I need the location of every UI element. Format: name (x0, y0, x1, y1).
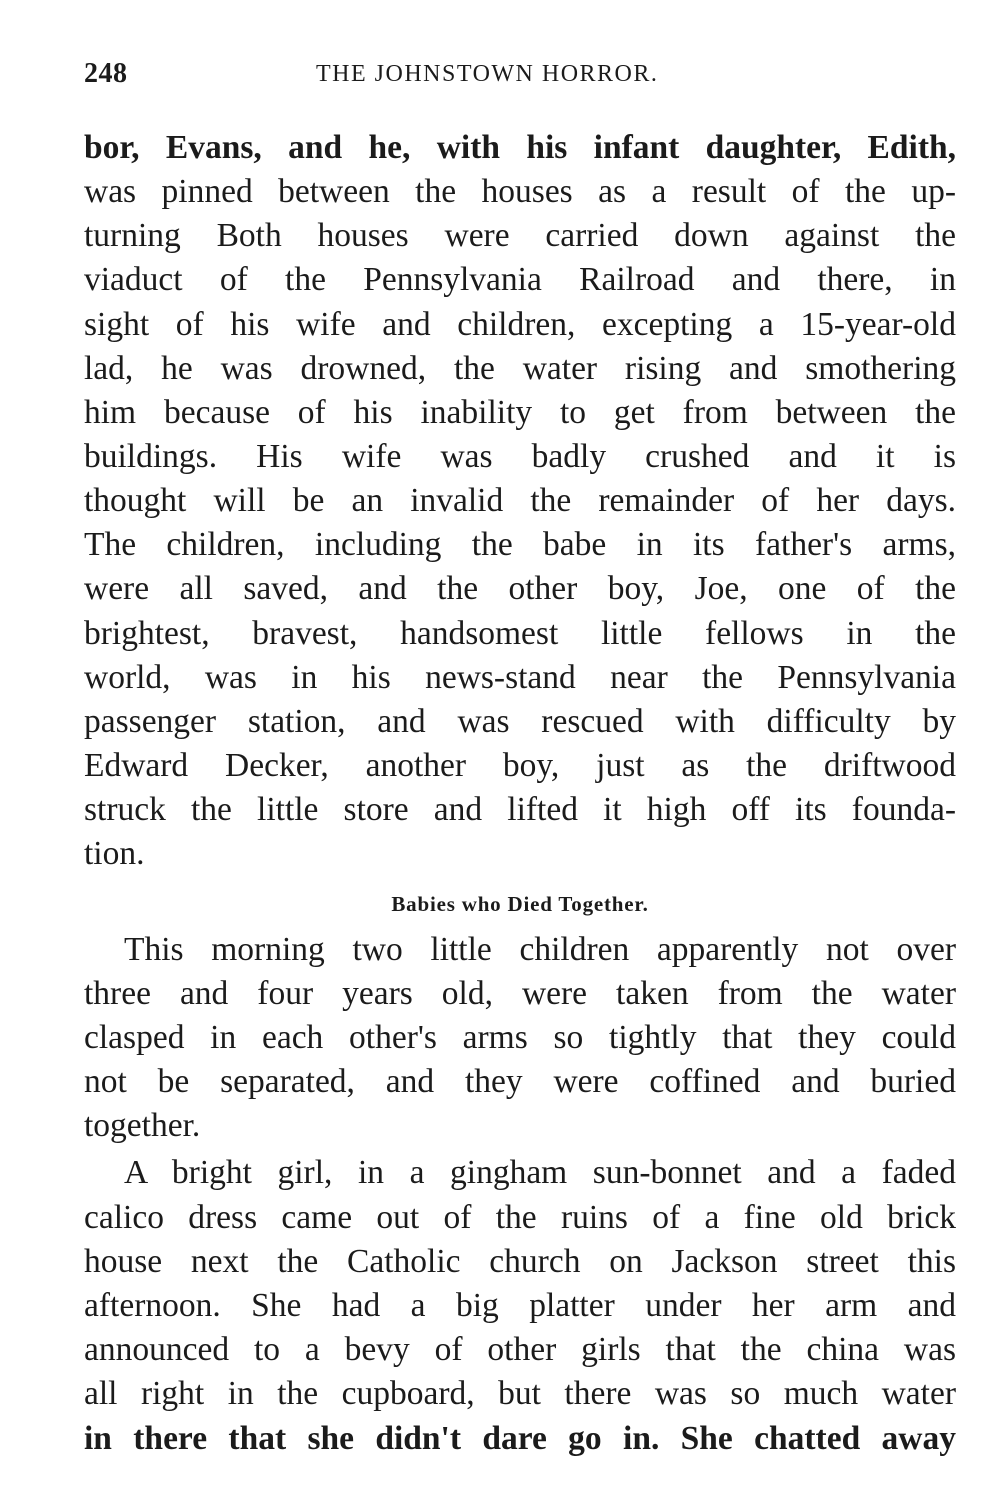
text-line: bor, Evans, and he, with his infant daughter, Edith, (84, 129, 956, 166)
text-line: brightest, bravest, handsomest little fellows in the (84, 614, 956, 652)
text-line: passenger station, and was rescued with difficulty by (84, 702, 956, 740)
text-line: lad, he was drowned, the water rising and smothering (84, 349, 956, 387)
text-line: buildings. His wife was badly crushed and it is (84, 437, 956, 475)
text-line: viaduct of the Pennsylvania Railroad and there, in (84, 261, 956, 299)
text-line: all right in the cupboard, but there was so much water (84, 1375, 956, 1413)
page-number: 248 (84, 58, 128, 89)
text-line: were all saved, and the other boy, Joe, one of the (84, 570, 956, 608)
text-line: was pinned between the houses as a result of the up- (84, 173, 956, 211)
text-line: tion. (84, 835, 145, 873)
text-line: The children, including the babe in its father's arms, (84, 526, 956, 564)
text-line: announced to a bevy of other girls that the china was (84, 1331, 956, 1369)
text-line: three and four years old, were taken from the water (84, 975, 956, 1013)
text-line: A bright girl, in a gingham sun-bonnet and a faded (124, 1154, 956, 1192)
text-line: sight of his wife and children, excepting a 15-year-old (84, 305, 956, 343)
text-line: him because of his inability to get from between the (84, 393, 956, 431)
text-line: turning Both houses were carried down against the (84, 217, 956, 255)
text-line: clasped in each other's arms so tightly that they could (84, 1018, 956, 1056)
text-line: not be separated, and they were coffined and buried (84, 1062, 956, 1100)
paragraph (84, 1151, 956, 1460)
text-line: calico dress came out of the ruins of a fine old brick (84, 1198, 956, 1236)
body-text (84, 126, 956, 1461)
text-line: struck the little store and lifted it high off its founda- (84, 791, 956, 829)
running-title: THE JOHNSTOWN HORROR. (316, 61, 659, 87)
text-line: in there that she didn't dare go in. She chatted away (84, 1419, 956, 1457)
paragraph-continued (84, 126, 956, 876)
text-line: together. (84, 1106, 201, 1144)
text-line: Edward Decker, another boy, just as the driftwood (84, 746, 956, 784)
section-heading: Babies who Died Together. (391, 892, 649, 917)
text-line: afternoon. She had a big platter under her arm and (84, 1286, 956, 1324)
text-line: world, was in his news-stand near the Pennsylvania (84, 658, 956, 696)
text-line: This morning two little children apparently not over (124, 931, 956, 969)
page-header (84, 58, 956, 98)
text-line: house next the Catholic church on Jackson street this (84, 1242, 956, 1280)
text-line: thought will be an invalid the remainder of her days. (84, 482, 956, 520)
paragraph (84, 928, 956, 1147)
